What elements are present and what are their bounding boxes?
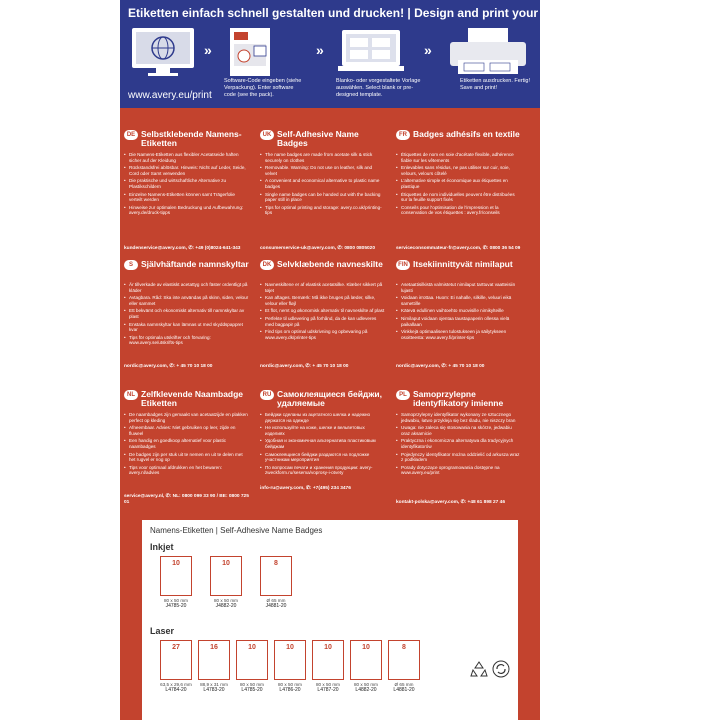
contact-info: nordic@avery.com, ✆: + 45 70 10 18 00 xyxy=(396,364,485,369)
label-dimensions: 80 x 50 mm xyxy=(354,682,378,687)
header-headline: Etiketten einfach schnell gestalten und drucken! | Design and print your labels easily! xyxy=(128,6,617,20)
label-dimensions: 80 x 50 mm xyxy=(316,682,340,687)
list-item: • Die praktische und wirtschaftliche Alternative zu Plastikschildern xyxy=(129,178,249,189)
printer-icon xyxy=(444,26,532,78)
list-item: • Hinweise zur optimalen Bedruckung und Aufbewahrung: avery.de/druck-tipps xyxy=(129,205,249,216)
list-item: • Rückstandsfrei ablösbar. Hinweis: Nicht auf Leder, Seide, Cord oder Samt verwenden xyxy=(129,165,249,176)
list-item: • Afneembaar. Advies: Niet gebruiken op leer, zijde en fluweel xyxy=(129,425,249,436)
list-item: • Find tips om optimal udskrivning og opbevaring på www.avery.dk/printer-tips xyxy=(265,329,385,340)
product-code: J4882-20 xyxy=(215,603,237,609)
product-panel xyxy=(142,520,518,720)
feature-list xyxy=(396,152,521,218)
list-item: • Är tillverkade av elastiskt acetattyg och fäster ordentligt på kläder xyxy=(129,282,249,293)
product-code: L4785-20 xyxy=(241,687,263,693)
language-badge: FR xyxy=(396,130,410,140)
label-dimensions: Ø 65 mm xyxy=(266,598,286,603)
label-dimensions: 80 x 50 mm xyxy=(278,682,302,687)
laser-heading: Laser xyxy=(150,626,175,636)
list-item: • Asetaattisilkistä valmistetut nimilaput tarttuvat vaatteisiin lujasti xyxy=(401,282,521,293)
chevron-right-icon: » xyxy=(316,42,324,58)
section-title: Самоклеящиеся бейджи, удаляемые xyxy=(277,389,382,408)
label-count: 10 xyxy=(324,644,332,651)
header-band xyxy=(120,0,617,108)
section-title: Zelfklevende Naambadge Etiketten xyxy=(141,389,244,408)
contact-info: service@avery.nl, ✆: NL: 0800 099 33 90 / BE: 0800 725 01 xyxy=(124,494,249,505)
chevron-right-icon: » xyxy=(424,42,432,58)
step-3-caption: Etiketten ausdrucken. Fertig! Save and print! xyxy=(460,78,531,91)
product-code: L4786-20 xyxy=(279,687,301,693)
list-item: • Tips voor optimaal afdrukken en het bewaren: avery.nl/advies xyxy=(129,465,249,476)
list-item: • L'alternative simple et économique aux étiquettes en plastique xyxy=(401,178,521,189)
red-body xyxy=(120,108,540,720)
language-badge: NL xyxy=(124,390,138,400)
list-item: • Ett bekvämt och ekonomiskt alternativ till namnskyltar av plast xyxy=(129,308,249,319)
list-item: • Бейджи сделаны из ацетатного шелка и надежно держатся на одежде xyxy=(265,412,385,423)
label-count: 8 xyxy=(274,560,278,567)
list-item: • Tips för optimala utskrifter och förvaring: www.avery.se/utskrifts-tips xyxy=(129,335,249,346)
list-item: • Samoprzylepny identyfikator wykonany ze sztucznego jedwabiu, łatwo przykleja się bez śladu, nie niszczy bran xyxy=(401,412,521,423)
label-count: 16 xyxy=(210,644,218,651)
product-item xyxy=(246,556,306,609)
label-dimensions: Ø 65 mm xyxy=(394,682,414,687)
label-sheet-icon xyxy=(388,640,420,680)
product-code: L4881-20 xyxy=(393,687,415,693)
section-title: Selvklæbende navneskilte xyxy=(277,259,383,269)
language-badge: UK xyxy=(260,130,274,140)
section-title: Self-Adhesive Name Badges xyxy=(277,129,359,148)
label-count: 10 xyxy=(222,560,230,567)
contact-info: consumerservice-uk@avery.com, ✆: 0800 0805020 xyxy=(260,246,376,251)
label-dimensions: 80 x 50 mm xyxy=(164,598,188,603)
list-item: • Kätevä edullinen vaihtoehto muovisille nimikylteille xyxy=(401,308,521,314)
green-dot-icon xyxy=(492,660,510,678)
list-item: • Самоклеящиеся бейджи раздаются на подложке участникам мероприятия xyxy=(265,452,385,463)
contact-info: nordic@avery.com, ✆: + 45 70 10 18 00 xyxy=(260,364,349,369)
feature-list xyxy=(260,152,385,218)
feature-list xyxy=(124,412,249,478)
feature-list xyxy=(124,282,249,348)
label-count: 10 xyxy=(248,644,256,651)
feature-list xyxy=(260,282,385,342)
section-title: Badges adhésifs en textile xyxy=(413,129,520,139)
language-badge: RU xyxy=(260,390,274,400)
list-item: • Voidaan irrottaa. Huom: Ei nahalle, silkille, veluuri eikä samettille xyxy=(401,295,521,306)
language-badge: DE xyxy=(124,130,138,140)
list-item: • Nimilaput voidaan ojentaa taustapaperin ollessa vielä paikallaan xyxy=(401,316,521,327)
list-item: • The name badges are made from acetate silk & stick securely on clothes xyxy=(265,152,385,163)
recycle-icon xyxy=(470,660,488,678)
list-item: • Kan aftages. Bemærk: Må ikke bruges på læder, silke, velour eller fløjl xyxy=(265,295,385,306)
list-item: • Single name badges can be handed out with the backing paper still in place xyxy=(265,192,385,203)
list-item: • Removable. Warning: Do not use on leather, silk and velvet xyxy=(265,165,385,176)
list-item: • Tips for optimal printing and storage: avery.co.uk/printing-tips xyxy=(265,205,385,216)
product-code: J4881-20 xyxy=(265,603,287,609)
feature-list xyxy=(396,282,521,342)
list-item: • Vinkkejä optimaaliseen tulostukseen ja säilytykseen osoitteesta: www.avery.fi/printer-tips xyxy=(401,329,521,340)
label-sheet-icon xyxy=(260,556,292,596)
contact-info: kontakt-polska@avery.com, ✆: +48 61 898 27 46 xyxy=(396,500,506,505)
header-url[interactable]: www.avery.eu/print xyxy=(128,90,212,101)
list-item: • Pojedynczy identyfikator można oddzielić od arkusza wraz z podkładem xyxy=(401,452,521,463)
list-item: • Enlevables sans résidus, ne pas utiliser sur cuir, soie, velours, velours côtelé xyxy=(401,165,521,176)
product-code: L4787-20 xyxy=(317,687,339,693)
step-2-caption: Blanko- oder vorgestaltete Vorlage auswählen. Select blank or pre-designed template. xyxy=(336,78,421,98)
language-badge: FIN xyxy=(396,260,410,270)
panel-title: Namens-Etiketten | Self-Adhesive Name Badges xyxy=(150,526,323,535)
label-sheet-icon xyxy=(160,556,192,596)
list-item: • De naambadges zijn gemaakt van acetaatzijde en plakken perfect op kleding xyxy=(129,412,249,423)
contact-info: serviceconsommateur-fr@avery.com, ✆: 0800 36 54 09 xyxy=(396,246,521,251)
list-item: • Porady dotyczące oprogramowania dostępne na www.avery.eu/print xyxy=(401,465,521,476)
section-title: Itsekiinnittyvät nimilaput xyxy=(413,259,513,269)
language-badge: PL xyxy=(396,390,410,400)
label-dimensions: 63,5 x 29,6 mm xyxy=(160,682,192,687)
template-laptop-icon xyxy=(336,26,406,78)
list-item: • Étiquettes de nom en soie d'acétate flexible, adhérence fiable sur les vêtements xyxy=(401,152,521,163)
globe-monitor-icon xyxy=(128,26,198,78)
feature-list xyxy=(260,412,385,478)
language-badge: S xyxy=(124,260,138,270)
label-count: 27 xyxy=(172,644,180,651)
section-title: Samoprzylepne identyfikatory imienne xyxy=(413,389,504,408)
list-item: • Navneskiltene er af elastisk acetatsilke. Klæber sikkert på tøjet xyxy=(265,282,385,293)
contact-info: kundenservice@avery.com, ✆: +49 (0)8024-641-343 xyxy=(124,246,241,251)
label-count: 10 xyxy=(362,644,370,651)
list-item: • Een handig en goedkoop alternatief voor plastic naambadges xyxy=(129,438,249,449)
chevron-right-icon: » xyxy=(204,42,212,58)
list-item: • Étiquettes de nom individuelles peuvent être distribuées sur la feuille support fixés xyxy=(401,192,521,203)
step-1-caption: Software-Code eingeben (siehe Verpackung). Enter software code (see the pack). xyxy=(224,78,302,98)
label-count: 10 xyxy=(286,644,294,651)
label-sheet-icon xyxy=(210,556,242,596)
label-count: 10 xyxy=(172,560,180,567)
list-item: • De badges zijn per stuk uit te nemen en uit te delen met het rugvel er nog op xyxy=(129,452,249,463)
product-code: L4783-20 xyxy=(203,687,225,693)
software-pack-icon xyxy=(224,26,284,78)
label-dimensions: 80 x 50 mm xyxy=(214,598,238,603)
contact-info: nordic@avery.com, ✆: + 45 70 10 18 00 xyxy=(124,364,213,369)
list-item: • Не используйте на коже, шелке и вельветовых изделиях xyxy=(265,425,385,436)
product-code: L4784-20 xyxy=(165,687,187,693)
label-dimensions: 80 x 50 mm xyxy=(240,682,264,687)
feature-list xyxy=(396,412,521,478)
list-item: • Praktyczna i ekonomiczna alternatywa dla tradycyjnych identyfikatorów xyxy=(401,438,521,449)
feature-list xyxy=(124,152,249,218)
list-item: • Perfekte til udlevering på forhånd, da de kan udleveres med bagpapir på xyxy=(265,316,385,327)
label-count: 8 xyxy=(402,644,406,651)
list-item: • Einzelne Namens-Etiketten können samt Trägerfolie verteilt werden xyxy=(129,192,249,203)
list-item: • По вопросам печати и хранения продукции: avery-zweckform.ru/sesema/voprosy-i-otvety xyxy=(265,465,385,476)
section-title: Självhäftande namnskyltar xyxy=(141,259,249,269)
list-item: • Et flot, nemt og økonomisk alternativ til navneskilte af plast xyxy=(265,308,385,314)
contact-info: info-ru@avery.com, ✆: +7(495) 234 3476 xyxy=(260,486,351,491)
product-item xyxy=(374,640,434,693)
list-item: • Avtagbara. Råd: Ska inte användas på skinn, siden, velour eller sammet xyxy=(129,295,249,306)
language-badge: DK xyxy=(260,260,274,270)
list-item: • A convenient and economical alternative to plastic name badges xyxy=(265,178,385,189)
product-code: L4882-20 xyxy=(355,687,377,693)
list-item: • Die Namens-Etiketten aus flexibler Acetatseide haften sicher auf der Kleidung xyxy=(129,152,249,163)
label-dimensions: 88,9 x 31 mm xyxy=(200,682,228,687)
inkjet-heading: Inkjet xyxy=(150,542,174,552)
section-title: Selbstklebende Namens-Etiketten xyxy=(141,129,242,148)
list-item: • Enstaka namnskyltar kan lämnas ut med skyddspappret kvar xyxy=(129,322,249,333)
list-item: • Conseils pour l'optimisation de l'impression et la conservation de vos étiquettes : avery.fr/conseils xyxy=(401,205,521,216)
product-code: J4785-20 xyxy=(165,603,187,609)
list-item: • Удобная и экономичная альтернатива пластиковым бейджам xyxy=(265,438,385,449)
list-item: • Uwaga: nie zaleca się stosowania na skórze, jedwabiu oraz aksamicie xyxy=(401,425,521,436)
